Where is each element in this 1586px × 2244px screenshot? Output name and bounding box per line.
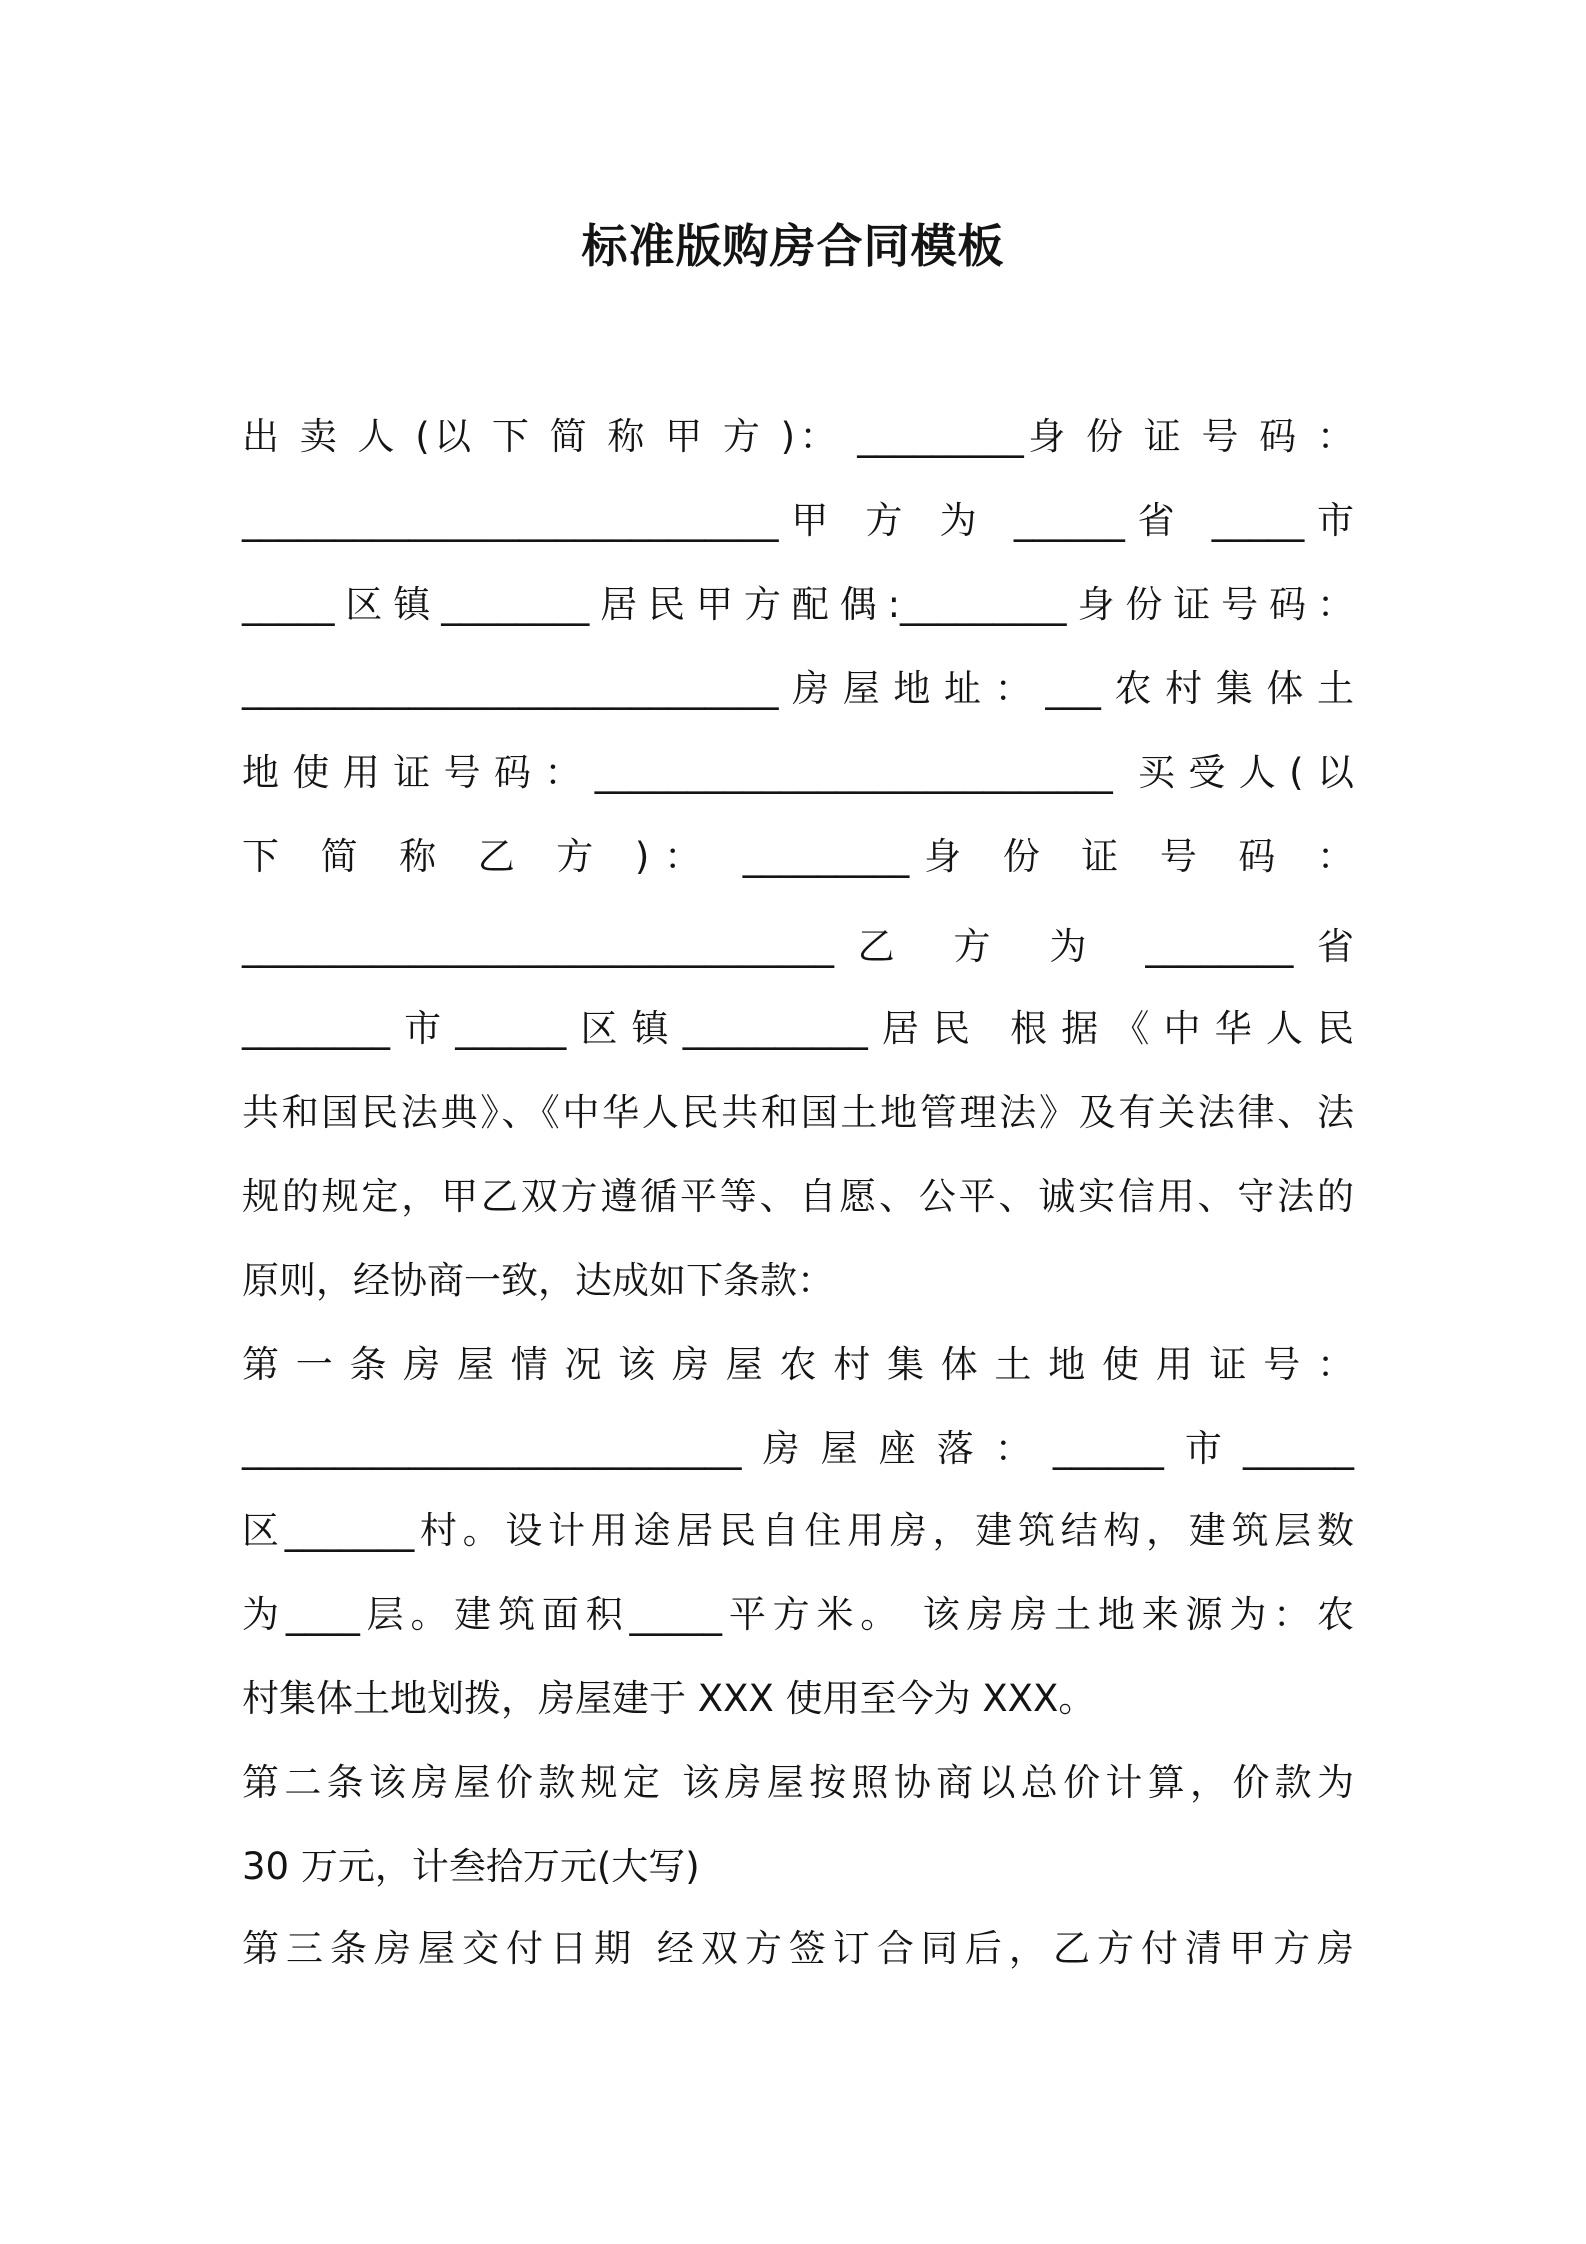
text-line: _____区镇________居民甲方配偶:_________身份证号码： [242, 583, 1354, 626]
document-title: 标准版购房合同模板 [581, 219, 1005, 273]
text-line: 区_______村。设计用途居民自住用房，建筑结构，建筑层数 [242, 1509, 1354, 1552]
text-line: 第三条房屋交付日期 经双方签订合同后，乙方付清甲方房 [242, 1927, 1354, 1970]
text-line: 地使用证号码：____________________________ 买受人(以 [242, 751, 1354, 794]
text-line: ___________________________房屋座落：______市______ [242, 1427, 1354, 1470]
text-line: ________________________________乙 方 为 ________省 [242, 925, 1354, 968]
text-line: _____________________________房屋地址：___农村集体土 [242, 667, 1354, 710]
text-line: 第 一 条 房 屋 情 况 该 房 屋 农 村 集 体 土 地 使 用 证 号 ： [242, 1343, 1354, 1386]
text-line: 第二条该房屋价款规定 该房屋按照协商以总价计算，价款为 [242, 1761, 1354, 1804]
text-line: 共和国民法典》、《中华人民共和国土地管理法》及有关法律、法 [242, 1091, 1354, 1134]
text-line: _____________________________甲 方 为 ______省 _____市 [242, 499, 1354, 542]
text-line: 30 万元，计叁拾万元(大写) [242, 1845, 700, 1888]
text-line: 原则，经协商一致，达成如下条款： [242, 1259, 834, 1302]
text-line: 村集体土地划拨，房屋建于 XXX 使用至今为 XXX。 [242, 1677, 1096, 1720]
text-line: 下 简 称 乙 方 )： _________身 份 证 号 码 ： [242, 835, 1354, 878]
text-line: 规的规定，甲乙双方遵循平等、自愿、公平、诚实信用、守法的 [242, 1175, 1354, 1218]
text-line: 为____层。建筑面积_____平方米。 该房房土地来源为：农 [242, 1593, 1354, 1636]
text-line: ________市______区镇__________居民 根据《中华人民 [242, 1007, 1354, 1050]
text-line: 出 卖 人 (以 下 简 称 甲 方 )： _________身 份 证 号 码 ： [242, 415, 1354, 458]
